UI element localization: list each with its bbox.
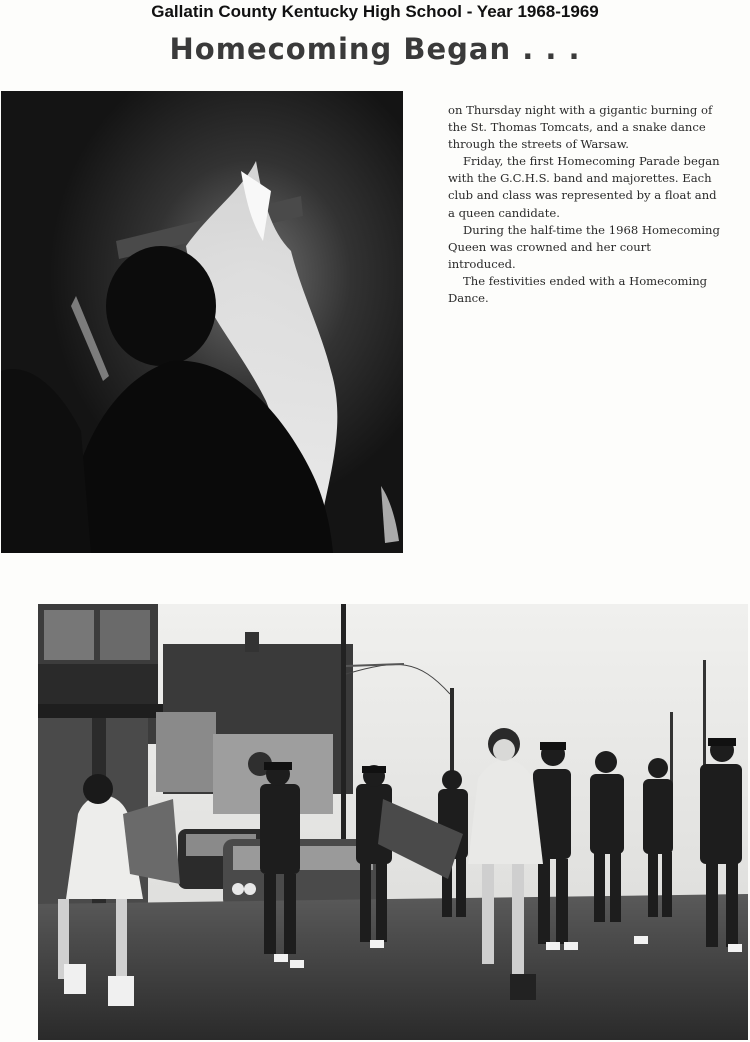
article-text — [448, 102, 720, 307]
article-paragraph: During the half-time the 1968 Homecoming Queen was crowned and her court introduced. — [448, 222, 720, 271]
bonfire-photo — [1, 91, 403, 553]
page-title: Homecoming Began . . . — [169, 32, 581, 66]
parade-band-photo — [38, 604, 748, 1040]
bonfire-photo-image — [1, 91, 403, 553]
article-paragraph: The festivities ended with a Homecoming Dance. — [448, 273, 708, 306]
article-paragraph: on Thursday night with a gigantic burning of the St. Thomas Tomcats, and a snake dance through the streets of Warsaw. — [448, 103, 713, 152]
article-paragraph: Friday, the first Homecoming Parade began with the G.C.H.S. band and majorettes. Each club and class was represented by a float and a queen candidate. — [448, 154, 720, 220]
yearbook-banner: Gallatin County Kentucky High School - Year 1968-1969 — [151, 2, 599, 21]
parade-band-photo-image — [38, 604, 748, 1040]
